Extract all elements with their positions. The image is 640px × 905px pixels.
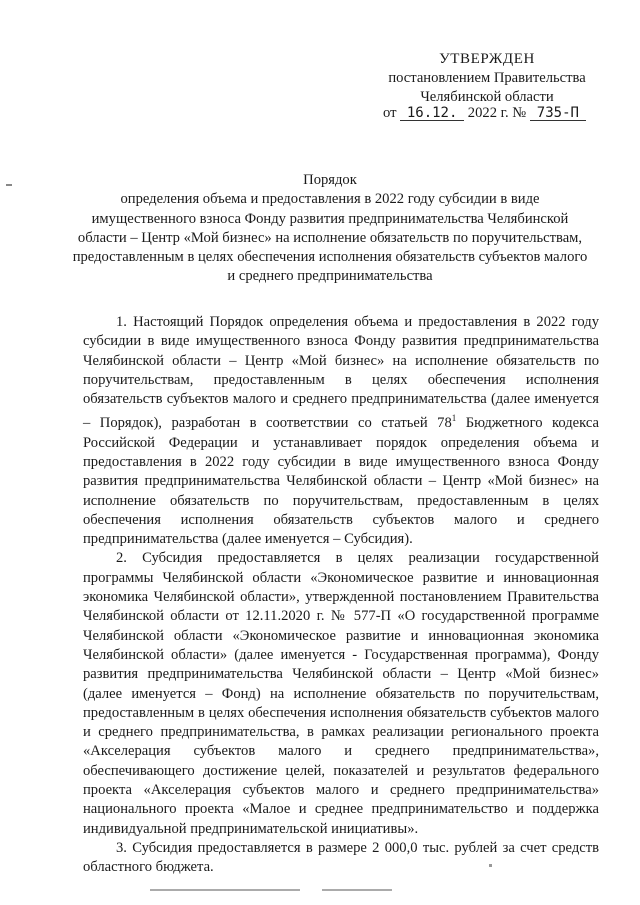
approval-date-number-line xyxy=(383,104,603,123)
approval-line-resolution: постановлением Правительства xyxy=(388,70,586,86)
scan-artifact-dot xyxy=(489,864,492,867)
approval-line-region: Челябинской области xyxy=(420,89,554,105)
paragraph-1-part-b: Бюджетного кодекса Российской Федерации и устанавливает порядок определения объема и предоставления в 2022 году субсидии в виде имущественного взноса Фонду развития предпринимательства Челябинской области – Центр «Мой бизнес» на исполнение обязательств по поручительствам, предоставленным в целях обеспечения исполнения обязательств субъектов малого и среднего предпринимательства (далее именуется – Субсидия). xyxy=(83,415,599,548)
scan-artifact-mark xyxy=(6,184,12,186)
document-body xyxy=(83,313,599,877)
approval-number-value: 735-П xyxy=(530,106,586,121)
approval-heading: УТВЕРЖДЕН xyxy=(439,51,535,67)
scan-artifact-line-right xyxy=(322,889,392,891)
paragraph-3: 3. Субсидия предоставляется в размере 2 000,0 тыс. рублей за счет средств областного бюджета. xyxy=(83,839,599,876)
title-text: определения объема и предоставления в 2022 году субсидии в виде имущественного взноса Фонду развития предпринимательства Челябинской области – Центр «Мой бизнес» на исполнение обязательств по поручительствам, предоставленным в целях обеспечения исполнения обязательств субъектов малого и среднего предпринимательства xyxy=(72,191,588,285)
paragraph-1 xyxy=(83,313,599,549)
approval-year-text: 2022 г. № xyxy=(467,105,527,121)
approval-block xyxy=(372,50,602,107)
paragraph-1-part-a: 1. Настоящий Порядок определения объема и предоставления в 2022 году субсидии в виде имущественного взноса Фонду развития предпринимательства Челябинской области – Центр «Мой бизнес» на исполнение обязательств по поручительствам, предоставленным в целях обеспечения исполнения обязательств субъектов малого и среднего предпринимательства (далее именуется – Порядок), разработан в соответствии со статьей 78 xyxy=(83,314,599,432)
scan-artifact-line-left xyxy=(150,889,300,891)
date-prefix: от xyxy=(383,105,397,121)
title-heading: Порядок xyxy=(303,172,357,188)
document-title xyxy=(70,171,590,287)
article-superscript: 1 xyxy=(451,413,457,424)
approval-date-value: 16.12. xyxy=(400,106,464,121)
paragraph-2: 2. Субсидия предоставляется в целях реализации государственной программы Челябинской области «Экономическое развитие и инновационная экономика Челябинской области», утвержденной постановлением Правительства Челябинской области от 12.11.2020 г. № 577-П «О государственной программе Челябинской области «Экономическое развитие и инновационная экономика Челябинской области» (далее именуется - Государственная программа), Фонду развития предпринимательства Челябинской области – Центр «Мой бизнес» (далее именуется – Фонд) на исполнение обязательств по поручительствам, предоставленным в целях обеспечения исполнения обязательств субъектов малого и среднего предпринимательства, в рамках реализации регионального проекта «Акселерация субъектов малого и среднего предпринимательства», обеспечивающего достижение целей, показателей и результатов федерального проекта «Акселерация субъектов малого и среднего предпринимательства» национального проекта «Малое и среднее предпринимательство и поддержка индивидуальной предпринимательской инициативы». xyxy=(83,550,599,837)
